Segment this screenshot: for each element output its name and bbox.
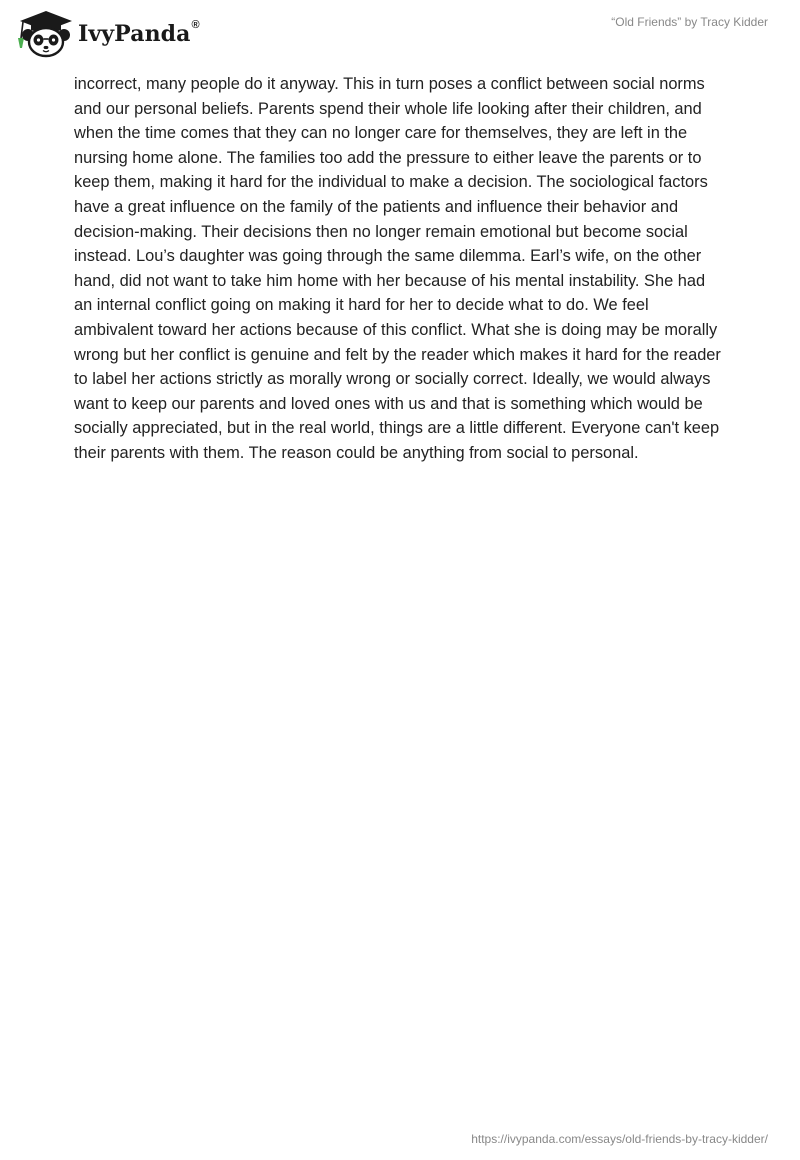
brand-logo[interactable] <box>14 8 200 58</box>
page-header <box>0 0 800 64</box>
registered-mark: ® <box>191 19 200 31</box>
brand-name-text: IvyPanda <box>78 21 191 47</box>
essay-paragraph: incorrect, many people do it anyway. This in turn poses a conflict between social norms and our personal beliefs. Parents spend their whole life looking after their children, and when the time comes that they can no longer care for themselves, they are left in the nursing home alone. The families too add the pressure to either leave the parents or to keep them, making it hard for the individual to make a decision. The sociological factors have a great influence on the family of the patients and influence their behavior and decision-making. Their decisions then no longer remain emotional but become social instead. Lou’s daughter was going through the same dilemma. Earl’s wife, on the other hand, did not want to take him home with her because of his mental instability. She had an internal conflict going on making it hard for her to decide what to do. We feel ambivalent toward her actions because of this conflict. What she is doing may be morally wrong but her conflict is genuine and felt by the reader which makes it hard for the reader to label her actions strictly as morally wrong or socially correct. Ideally, we would always want to keep our parents and loved ones with us and that is something which would be socially appreciated, but in the real world, things are a little different. Everyone can't keep their parents with them. The reason could be anything from social to personal. <box>74 75 721 462</box>
document-title: “Old Friends” by Tracy Kidder <box>611 15 768 29</box>
panda-graduation-cap-icon <box>14 8 74 58</box>
source-url[interactable]: https://ivypanda.com/essays/old-friends-by-tracy-kidder/ <box>471 1132 768 1146</box>
brand-name <box>78 21 200 47</box>
